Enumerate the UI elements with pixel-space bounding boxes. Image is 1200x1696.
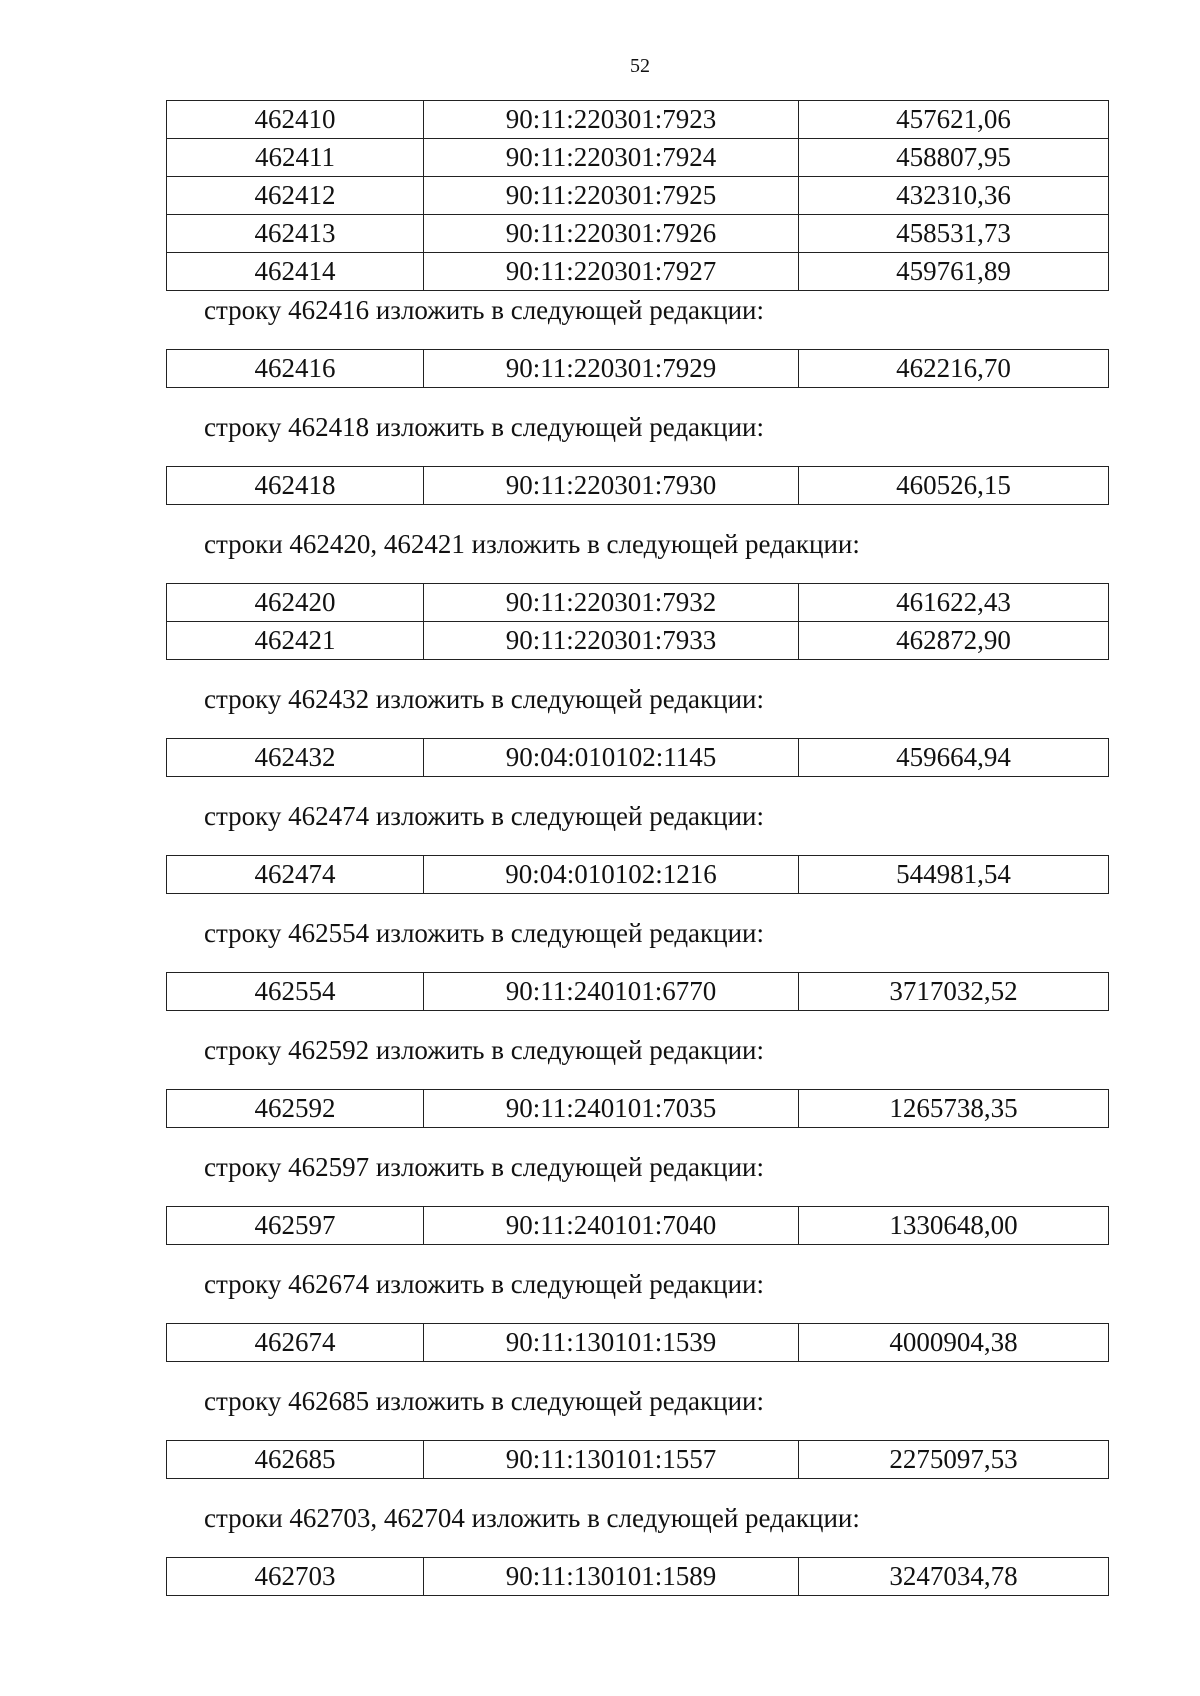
value-cell: 1265738,35 (799, 1090, 1109, 1128)
value-cell: 457621,06 (799, 101, 1109, 139)
table-row (167, 739, 1109, 777)
value-cell: 544981,54 (799, 856, 1109, 894)
row-number-cell: 462554 (167, 973, 424, 1011)
value-cell: 432310,36 (799, 177, 1109, 215)
cadastral-number-cell: 90:11:220301:7933 (424, 622, 799, 660)
amendment-instruction: строку 462597 изложить в следующей редакции: (204, 1152, 765, 1182)
cadastral-number-cell: 90:11:130101:1589 (424, 1558, 799, 1596)
table-body (167, 856, 1109, 894)
first-table (166, 100, 1109, 291)
row-number-cell: 462703 (167, 1558, 424, 1596)
amendment-instruction: строку 462674 изложить в следующей редакции: (204, 1269, 765, 1299)
value-cell: 458807,95 (799, 139, 1109, 177)
row-number-cell: 462597 (167, 1207, 424, 1245)
data-table (166, 1557, 1109, 1596)
value-cell: 458531,73 (799, 215, 1109, 253)
data-table (166, 466, 1109, 505)
data-table (166, 1089, 1109, 1128)
table-body (167, 1558, 1109, 1596)
data-table (166, 583, 1109, 660)
data-table (166, 738, 1109, 777)
row-number-cell: 462421 (167, 622, 424, 660)
data-table (166, 1206, 1109, 1245)
cadastral-number-cell: 90:11:220301:7932 (424, 584, 799, 622)
table-body (167, 973, 1109, 1011)
data-table (166, 972, 1109, 1011)
row-number-cell: 462412 (167, 177, 424, 215)
amendment-section (166, 1035, 1109, 1128)
table-row (167, 1207, 1109, 1245)
amendment-section (166, 295, 1109, 388)
table-row (167, 350, 1109, 388)
table-row (167, 1324, 1109, 1362)
value-cell: 3247034,78 (799, 1558, 1109, 1596)
amendment-section (166, 1386, 1109, 1479)
table-body (167, 1207, 1109, 1245)
cadastral-number-cell: 90:11:240101:6770 (424, 973, 799, 1011)
cadastral-number-cell: 90:11:220301:7923 (424, 101, 799, 139)
row-number-cell: 462413 (167, 215, 424, 253)
value-cell: 4000904,38 (799, 1324, 1109, 1362)
table-row (167, 584, 1109, 622)
amendment-section (166, 1152, 1109, 1245)
data-table (166, 855, 1109, 894)
row-number-cell: 462420 (167, 584, 424, 622)
value-cell: 461622,43 (799, 584, 1109, 622)
row-number-cell: 462674 (167, 1324, 424, 1362)
table-row (167, 253, 1109, 291)
row-number-cell: 462410 (167, 101, 424, 139)
amendment-section (166, 1503, 1109, 1596)
row-number-cell: 462414 (167, 253, 424, 291)
table-row (167, 139, 1109, 177)
data-table (166, 1323, 1109, 1362)
value-cell: 460526,15 (799, 467, 1109, 505)
table-row (167, 622, 1109, 660)
table-body (167, 350, 1109, 388)
amendment-instruction: строки 462420, 462421 изложить в следующей редакции: (204, 529, 860, 559)
amendment-instruction: строку 462554 изложить в следующей редакции: (204, 918, 765, 948)
table-body (167, 467, 1109, 505)
page-number: 52 (630, 55, 650, 77)
table-row (167, 973, 1109, 1011)
table-row (167, 177, 1109, 215)
value-cell: 459761,89 (799, 253, 1109, 291)
row-number-cell: 462411 (167, 139, 424, 177)
row-number-cell: 462416 (167, 350, 424, 388)
row-number-cell: 462685 (167, 1441, 424, 1479)
cadastral-number-cell: 90:11:240101:7035 (424, 1090, 799, 1128)
amendment-section (166, 1269, 1109, 1362)
cadastral-number-cell: 90:11:220301:7929 (424, 350, 799, 388)
cadastral-number-cell: 90:11:220301:7925 (424, 177, 799, 215)
value-cell: 3717032,52 (799, 973, 1109, 1011)
cadastral-number-cell: 90:11:220301:7930 (424, 467, 799, 505)
table-body (167, 739, 1109, 777)
amendment-section (166, 801, 1109, 894)
value-cell: 2275097,53 (799, 1441, 1109, 1479)
cadastral-number-cell: 90:11:130101:1539 (424, 1324, 799, 1362)
value-cell: 1330648,00 (799, 1207, 1109, 1245)
amendment-section (166, 529, 1109, 660)
cadastral-number-cell: 90:11:240101:7040 (424, 1207, 799, 1245)
table-row (167, 467, 1109, 505)
table-row (167, 101, 1109, 139)
cadastral-number-cell: 90:04:010102:1216 (424, 856, 799, 894)
row-number-cell: 462418 (167, 467, 424, 505)
table-row (167, 1441, 1109, 1479)
table-row (167, 856, 1109, 894)
cadastral-number-cell: 90:11:220301:7927 (424, 253, 799, 291)
value-cell: 462872,90 (799, 622, 1109, 660)
table-body (167, 584, 1109, 660)
table-body (167, 1441, 1109, 1479)
amendment-instruction: строку 462432 изложить в следующей редакции: (204, 684, 765, 714)
table-row (167, 1558, 1109, 1596)
row-number-cell: 462592 (167, 1090, 424, 1128)
table-row (167, 215, 1109, 253)
amendment-instruction: строку 462416 изложить в следующей редакции: (204, 295, 765, 325)
data-table (166, 1440, 1109, 1479)
table-body (167, 1324, 1109, 1362)
table-body (167, 1090, 1109, 1128)
amendment-section (166, 918, 1109, 1011)
amendment-instruction: строки 462703, 462704 изложить в следующей редакции: (204, 1503, 860, 1533)
cadastral-number-cell: 90:11:220301:7924 (424, 139, 799, 177)
value-cell: 462216,70 (799, 350, 1109, 388)
value-cell: 459664,94 (799, 739, 1109, 777)
table-row (167, 1090, 1109, 1128)
cadastral-number-cell: 90:11:130101:1557 (424, 1441, 799, 1479)
amendment-section (166, 684, 1109, 777)
amendment-instruction: строку 462592 изложить в следующей редакции: (204, 1035, 765, 1065)
amendment-instruction: строку 462474 изложить в следующей редакции: (204, 801, 765, 831)
amendment-sections (166, 295, 1109, 1620)
amendment-section (166, 412, 1109, 505)
row-number-cell: 462432 (167, 739, 424, 777)
table-body (167, 101, 1109, 291)
amendment-instruction: строку 462685 изложить в следующей редакции: (204, 1386, 765, 1416)
data-table (166, 349, 1109, 388)
data-table (166, 100, 1109, 291)
row-number-cell: 462474 (167, 856, 424, 894)
cadastral-number-cell: 90:04:010102:1145 (424, 739, 799, 777)
cadastral-number-cell: 90:11:220301:7926 (424, 215, 799, 253)
amendment-instruction: строку 462418 изложить в следующей редакции: (204, 412, 765, 442)
